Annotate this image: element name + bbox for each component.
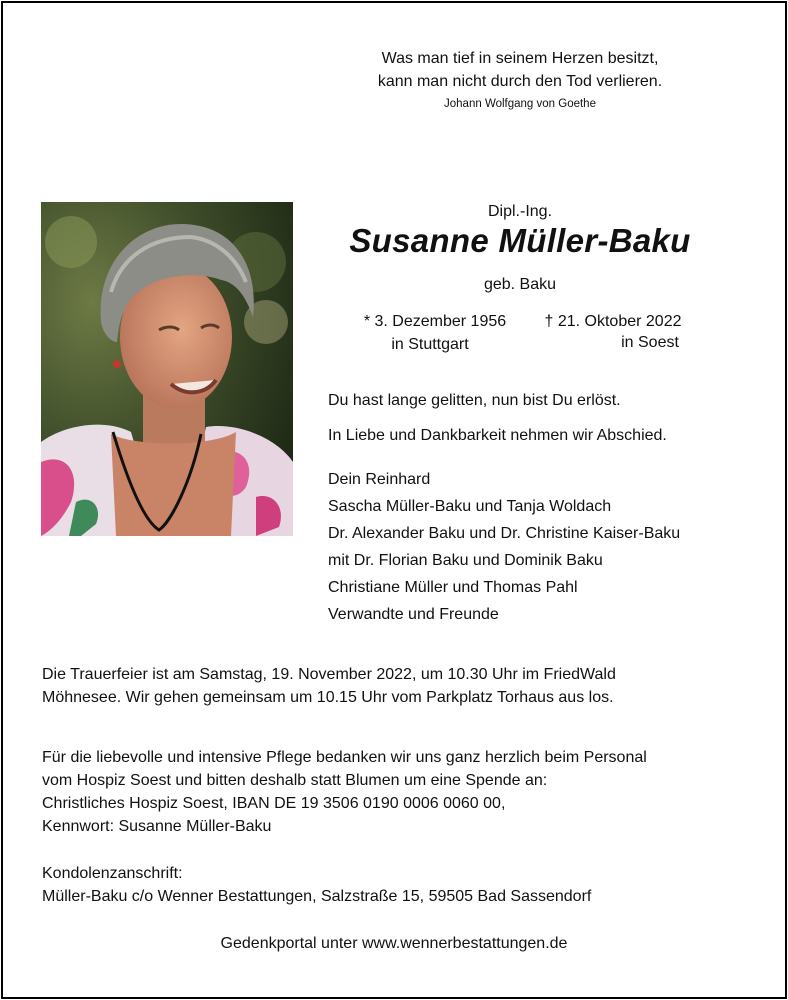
birth-date: * 3. Dezember 1956 bbox=[363, 313, 507, 330]
farewell-line-2: In Liebe und Dankbarkeit nehmen wir Abschied. bbox=[328, 427, 667, 444]
deceased-name: Susanne Müller-Baku bbox=[349, 222, 691, 259]
mourner-line: Verwandte und Freunde bbox=[328, 606, 499, 623]
farewell-line-1: Du hast lange gelitten, nun bist Du erlöst. bbox=[328, 392, 621, 409]
mourner-line: Christiane Müller und Thomas Pahl bbox=[328, 579, 578, 596]
mourner-line: Dein Reinhard bbox=[328, 471, 431, 488]
death-date: † 21. Oktober 2022 bbox=[544, 313, 682, 330]
mourner-line: Dr. Alexander Baku und Dr. Christine Kaiser-Baku bbox=[328, 525, 681, 542]
ceremony-paragraph bbox=[42, 663, 616, 709]
quote-line-1: Was man tief in seinem Herzen besitzt, bbox=[381, 50, 659, 67]
condolence-line: Kondolenzanschrift: bbox=[42, 865, 183, 882]
birth-name: geb. Baku bbox=[483, 276, 557, 293]
donation-line: vom Hospiz Soest und bitten deshalb statt Blumen um eine Spende an: bbox=[42, 772, 548, 789]
mourner-line: mit Dr. Florian Baku und Dominik Baku bbox=[328, 552, 603, 569]
mourners-list bbox=[328, 466, 680, 628]
quote-line-2: kann man nicht durch den Tod verlieren. bbox=[377, 73, 663, 90]
portrait-photo bbox=[41, 202, 293, 536]
ceremony-line: Möhnesee. Wir gehen gemeinsam um 10.15 Uhr vom Parkplatz Torhaus aus los. bbox=[42, 689, 614, 706]
condolence-address bbox=[42, 862, 591, 908]
ceremony-line: Die Trauerfeier ist am Samstag, 19. November 2022, um 10.30 Uhr im FriedWald bbox=[42, 666, 616, 683]
mourner-line: Sascha Müller-Baku und Tanja Woldach bbox=[328, 498, 612, 515]
death-place: in Soest bbox=[621, 334, 679, 351]
donation-line: Für die liebevolle und intensive Pflege bedanken wir uns ganz herzlich beim Personal bbox=[42, 749, 647, 766]
quote-author: Johann Wolfgang von Goethe bbox=[444, 98, 596, 110]
donation-paragraph bbox=[42, 746, 647, 838]
memorial-portal: Gedenkportal unter www.wennerbestattungen.de bbox=[220, 935, 568, 952]
condolence-line: Müller-Baku c/o Wenner Bestattungen, Salzstraße 15, 59505 Bad Sassendorf bbox=[42, 888, 592, 905]
donation-line: Kennwort: Susanne Müller-Baku bbox=[42, 818, 272, 835]
donation-line: Christliches Hospiz Soest, IBAN DE 19 3506 0190 0006 0060 00, bbox=[42, 795, 506, 812]
academic-title: Dipl.-Ing. bbox=[487, 203, 553, 220]
birth-place: in Stuttgart bbox=[391, 336, 469, 353]
